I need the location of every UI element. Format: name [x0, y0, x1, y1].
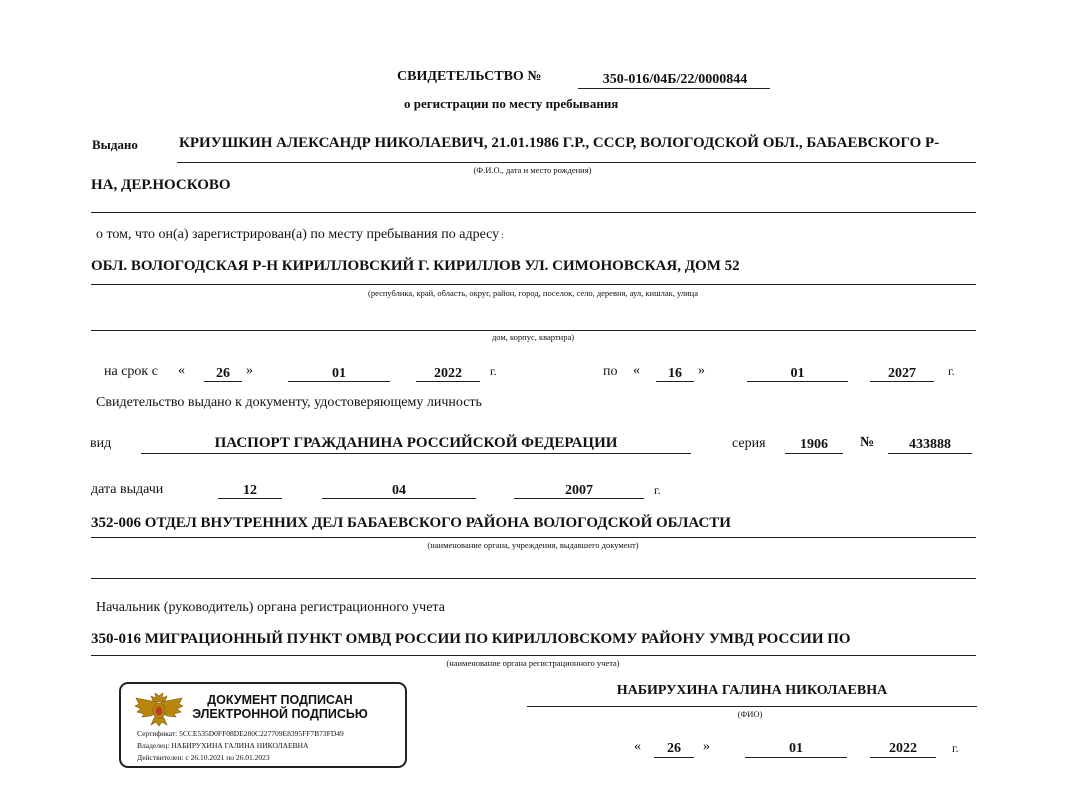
document-kind: ПАСПОРТ ГРАЖДАНИНА РОССИЙСКОЙ ФЕДЕРАЦИИ [214, 435, 618, 451]
term-to-label: по [603, 364, 618, 379]
document-number: 433888 [909, 437, 951, 452]
term-to-month: 01 [790, 366, 805, 381]
document-series: 1906 [800, 437, 828, 452]
document-series-label: серия [732, 436, 766, 451]
term-to-close-quote: » [698, 363, 705, 378]
term-from-close-quote: » [246, 363, 253, 378]
head-name: НАБИРУХИНА ГАЛИНА НИКОЛАЕВНА [616, 683, 888, 698]
sign-year-line [870, 757, 936, 758]
address-underline-1 [91, 284, 976, 285]
sign-year-suffix: г. [952, 741, 959, 755]
issued-person-line2: НА, ДЕР.НОСКОВО [91, 177, 231, 193]
number-underline [578, 88, 770, 89]
certificate-title: СВИДЕТЕЛЬСТВО № [397, 69, 542, 84]
registration-organ: 350-016 МИГРАЦИОННЫЙ ПУНКТ ОМВД РОССИИ ПО КИРИЛЛОВСКОМУ РАЙОНУ УМВД РОССИИ ПО [91, 631, 851, 647]
sign-day-line [654, 757, 694, 758]
issue-day: 12 [243, 483, 257, 498]
issue-year-line [514, 498, 644, 499]
address-caption-2: дом, корпус, квартира) [491, 332, 575, 342]
stamp-validity: Действителен: с 26.10.2021 по 26.01.2023 [137, 753, 270, 762]
term-from-year-line [416, 381, 480, 382]
term-from-year-suffix: г. [490, 364, 497, 378]
term-to-year-line [870, 381, 934, 382]
stamp-title-1: ДОКУМЕНТ ПОДПИСАН [207, 693, 353, 707]
issue-month-line [322, 498, 476, 499]
issued-underline-2 [91, 212, 976, 213]
e-signature-stamp [119, 682, 407, 768]
stamp-owner: Владелец: НАБИРУХИНА ГАЛИНА НИКОЛАЕВНА [137, 741, 309, 750]
certificate-number: 350-016/04Б/22/0000844 [602, 72, 748, 87]
sign-month-line [745, 757, 847, 758]
issue-year: 2007 [565, 483, 593, 498]
term-to-year: 2027 [888, 366, 916, 381]
address-intro: о том, что он(а) зарегистрирован(а) по месту пребывания по адресу : [96, 227, 504, 242]
term-to-day: 16 [668, 366, 682, 381]
term-from-month: 01 [332, 366, 346, 381]
sign-open-quote: « [634, 739, 641, 754]
document-kind-line [141, 453, 691, 454]
organ-underline [91, 655, 976, 656]
term-to-month-line [747, 381, 848, 382]
authority-underline-2 [91, 578, 976, 579]
certificate-subtitle: о регистрации по месту пребывания [404, 96, 619, 111]
head-name-caption: (ФИО) [737, 709, 763, 719]
issue-date-label: дата выдачи [91, 482, 164, 497]
head-label: Начальник (руководитель) органа регистрационного учета [96, 600, 445, 615]
eagle-emblem-icon [134, 690, 184, 728]
issue-month: 04 [392, 483, 406, 498]
issuing-authority: 352-006 ОТДЕЛ ВНУТРЕННИХ ДЕЛ БАБАЕВСКОГО РАЙОНА ВОЛОГОДСКОЙ ОБЛАСТИ [91, 515, 731, 531]
issued-person-line1: КРИУШКИН АЛЕКСАНДР НИКОЛАЕВИЧ, 21.01.1986 Г.Р., СССР, ВОЛОГОДСКОЙ ОБЛ., БАБАЕВСКОГО Р- [179, 135, 940, 151]
sign-year: 2022 [889, 741, 917, 756]
term-to-open-quote: « [633, 363, 640, 378]
document-number-label: № [860, 435, 875, 450]
issue-year-suffix: г. [654, 483, 661, 497]
term-from-day: 26 [216, 366, 230, 381]
term-to-year-suffix: г. [948, 364, 955, 378]
term-from-month-line [288, 381, 390, 382]
term-to-day-line [656, 381, 694, 382]
stamp-certificate: Сертификат: 5CCE535D0FF08DE280C227709E8395FF7B73FD49 [137, 729, 344, 738]
document-series-line [785, 453, 843, 454]
sign-day: 26 [667, 741, 681, 756]
issued-underline-1 [177, 162, 976, 163]
address-caption-1: (республика, край, область, округ, район, город, поселок, село, деревня, аул, кишлак, улица [368, 288, 698, 298]
term-from-day-line [204, 381, 242, 382]
term-from-label: на срок с [104, 364, 158, 379]
issue-day-line [218, 498, 282, 499]
term-from-open-quote: « [178, 363, 185, 378]
head-name-underline [527, 706, 977, 707]
document-intro: Свидетельство выдано к документу, удостоверяющему личность [96, 395, 482, 410]
organ-caption: (наименование органа регистрационного учета) [446, 658, 620, 668]
address-underline-2 [91, 330, 976, 331]
issued-label: Выдано [92, 137, 138, 152]
authority-underline [91, 537, 976, 538]
authority-caption: (наименование органа, учреждения, выдавшего документ) [427, 540, 639, 550]
sign-close-quote: » [703, 739, 710, 754]
sign-month: 01 [789, 741, 803, 756]
issued-caption: (Ф.И.О., дата и место рождения) [473, 165, 592, 175]
document-kind-label: вид [90, 436, 112, 451]
stamp-title-2: ЭЛЕКТРОННОЙ ПОДПИСЬЮ [192, 707, 368, 721]
term-from-year: 2022 [434, 366, 462, 381]
document-number-line [888, 453, 972, 454]
address-value: ОБЛ. ВОЛОГОДСКАЯ Р-Н КИРИЛЛОВСКИЙ Г. КИРИЛЛОВ УЛ. СИМОНОВСКАЯ, ДОМ 52 [91, 258, 740, 274]
